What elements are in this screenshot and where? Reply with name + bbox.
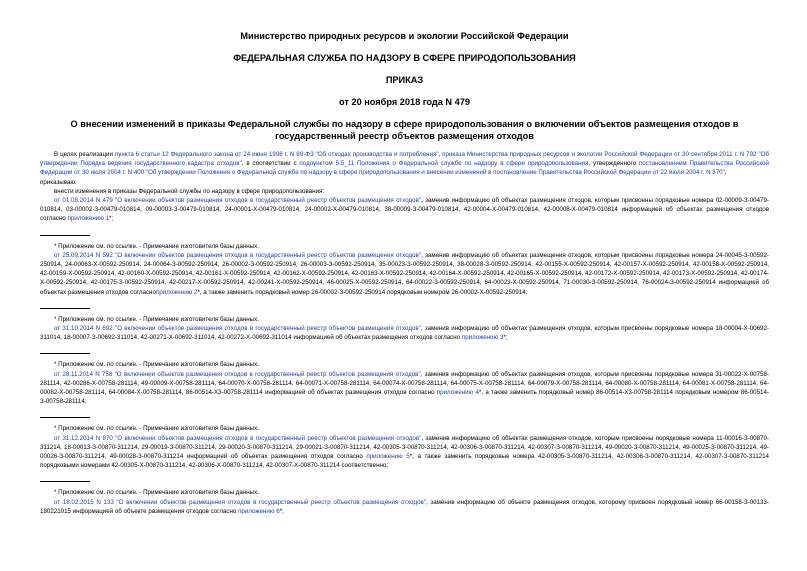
ministry-order-link[interactable]: приказа Министерства природных ресурсов и экологии Российской Федерации от 30 сентября 2011 г. N 792 "Об утверждении Порядка ведения государственного кадастра отходов" [40, 151, 769, 168]
preamble-text-4: , утвержденного [588, 160, 639, 168]
footnote-separator [40, 308, 90, 309]
item-text: , заменив информацию об объекте размещения отходов, которому присвоен порядковый номер 66-00158-З-00133-180221015 информацией об объекте размещения отходов согласно [40, 498, 769, 515]
appendix-link[interactable]: приложению 6 [238, 507, 280, 515]
doc-type-heading: ПРИКАЗ [385, 75, 424, 85]
document-body [40, 150, 769, 516]
document-title: О внесении изменений в приказы Федеральной службы по надзору в сфере природопользования о включении объектов размещения отходов в государственный реестр объектов размещения отходов [70, 119, 739, 141]
preamble-text-2: , [438, 151, 443, 158]
item-tail: *; [503, 334, 508, 342]
item-tail: *, а также заменить порядковый номер 86-00514-Х3-00758-281114 порядковым номером 86-00514-З-00758-281114; [40, 389, 770, 406]
order-link[interactable]: от 25.09.2014 N 592 "О включении объектов размещения отходов в государственный реестр объектов размещения отходов" [54, 251, 422, 259]
item-tail: *, а также заменить порядковые номера 42-00305-З-00870-311214, 42-00306-З-00870-311214, 42-00307-З-00870-311214 порядковыми номерами 42-00305-Х-00870-311214, 42-00306-Х-00870-311214, 42-00307-Х-00870-311214 соответственно; [40, 453, 769, 470]
amendment-item [40, 251, 769, 297]
footnote: * Приложение см. по ссылке. - Примечание изготовителя базы данных. [54, 361, 259, 369]
item-text: , заменив информацию об объектах размещения отходов, которым присвоены порядковые номера 02-00009-З-00479-010814, 03-00002-З-00479-010814, 09-00003-З-00479-010814, 24-00001-Х-00479-010814, 24-00002-Х-00479-010814, 38-00009-З-00479-010814, 42-00004-Х-00479-010814, 42-00008-Х-00479-010814 информацией об объектах размещения отходов согласно [40, 197, 769, 223]
footnote: * Приложение см. по ссылке. - Примечание изготовителя базы данных. [54, 489, 259, 497]
amendment-item [40, 324, 769, 342]
preamble-text-5: , [724, 169, 727, 177]
footnote: * Приложение см. по ссылке. - Примечание изготовителя базы данных. [54, 242, 259, 250]
amendment-item [40, 498, 769, 516]
appendix-link[interactable]: приложению 2 [155, 288, 198, 296]
appendix-link[interactable]: приложению 4 [436, 389, 479, 397]
date-number-heading: от 20 ноября 2018 года N 479 [339, 97, 470, 107]
law-link[interactable]: пункта 6 статьи 12 Федерального закона от 24 июня 1998 г. N 89-ФЗ "Об отходах производства и потребления" [114, 151, 439, 158]
order-link[interactable]: от 31.10.2014 N 692 "О включении объектов размещения отходов в государственный реестр объектов размещения отходов" [54, 325, 421, 333]
item-text: , заменив информацию об объектах размещения отходов, которым присвоены порядковые номера 24-00045-З-00592-250914, 24-00063-Х-00592-250914, 24-00064-З-00592-250914, 26-00002-З-00592-250914, 26-00003-З-00592-250914, 35-00023-З-00592-250914, 38-00028-З-00592-250914, 42-00155-Х-00592-250914, 42-00157-Х-00592-250914, 42-00158-Х-00592-250914, 42-00159-Х-00592-250914, 42-00160-Х-00592-250914, 42-00161-Х-00592-250914, 42-00162-Х-00592-250914, 42-00163-Х-00592-250914, 42-00164-Х-00592-250914, 42-00165-Х-00592-250914, 42-00172-Х-00592-250914, 42-00173-Х-00592-250914, 42-00174-Х-00592-250914, 42-00175-З-00592-250914, 42-00217-Х-00592-250914, 42-00241-Х-00592-250914, 46-00025-Х-00592-250914, 64-00022-З-00592-250914, 64-00023-Х-00592-250914, 71-00030-З-00592-250914, 76-00024-З-00592-250914 информацией об объектах размещения отходов согласно [40, 251, 769, 296]
order-link[interactable]: от 01.08.2014 N 479 "О включении объектов размещения отходов в государственный реестр объектов размещения отходов" [54, 197, 422, 205]
footnote-separator [40, 417, 90, 418]
appendix-link[interactable]: приложению 5 [366, 453, 410, 461]
footnote-separator [40, 481, 90, 482]
government-decree-link[interactable]: постановлением Правительства Российской Федерации от 30 июля 2004 г. N 400 "Об утверждении Положения о Федеральной службе по надзору в сфере природопользования и внесении изменений в постановление Правительства Российской Федерации от 22 июля 2004 г. N 370" [40, 160, 769, 177]
preamble-text-1: В целях реализации [54, 151, 115, 158]
footnote-separator [40, 235, 90, 236]
preamble-paragraph [40, 150, 769, 178]
ministry-heading: Министерство природных ресурсов и экологии Российской Федерации [240, 31, 569, 41]
footnote: * Приложение см. по ссылке. - Примечание изготовителя базы данных. [54, 425, 259, 433]
amendment-item [40, 434, 769, 471]
footnote-separator [40, 353, 90, 354]
order-link[interactable]: от 28.11.2014 N 758 "О включении объектов размещения отходов в государственный реестр объектов размещения отходов" [54, 370, 421, 378]
item-tail: *, а также заменить порядковый номер 26-00002-З-00592-250914 порядковым номером 26-00002-Х-00592-250914; [197, 288, 528, 296]
item-tail: *; [279, 507, 284, 515]
intro-paragraph: внести изменения в приказы Федеральной службы по надзору в сфере природопользования: [54, 187, 325, 195]
item-text: , заменив информацию об объектах размещения отходов, которым присвоены порядковые номера 18-00004-Х-00692-311014, 18-00007-З-00692-311014, 42-00271-Х-00692-311014, 42-00272-Х-00692-311014 информацией об объектах размещения отходов согласно [40, 325, 769, 342]
preamble-text-3: , в соответствии с [241, 160, 300, 168]
footnote: * Приложение см. по ссылке. - Примечание изготовителя базы данных. [54, 315, 259, 323]
service-heading: ФЕДЕРАЛЬНАЯ СЛУЖБА ПО НАДЗОРУ В СФЕРЕ ПРИРОДОПОЛЬЗОВАНИЯ [233, 53, 576, 63]
amendment-item [40, 370, 769, 407]
order-link[interactable]: от 18.02.2015 N 133 "О включении объектов размещения отходов в государственный реестр объектов размещения отходов" [54, 498, 427, 506]
appendix-link[interactable]: приложению 3 [461, 334, 504, 342]
item-tail: *; [109, 215, 114, 223]
appendix-link[interactable]: приложению 1 [67, 215, 110, 223]
order-link[interactable]: от 31.12.2014 N 870 "О включении объектов размещения отходов в государственный реестр объектов размещения отходов" [54, 434, 422, 442]
order-word: приказываю: [40, 178, 77, 186]
amendment-item [40, 196, 769, 224]
item-text: , заменив информацию об объектах размещения отходов, которым присвоены порядковые номера 11-00016-З-00870-311214, 18-00013-З-00870-311214, 29-00019-З-00870-311214, 29-00020-З-00870-311214, 29-00021-З-00870-311214, 42-00305-З-00870-311214, 42-00306-З-00870-311214, 42-00307-З-00870-311214, 49-00020-З-00870-311214, 49-00025-З-00870-311214, 49-00026-З-00870-311214, 49-00028-З-00870-311214 информацией об объектах размещения отходов согласно [40, 434, 769, 461]
subclause-link[interactable]: подпунктом 5.5_11 Положения о Федеральной службе по надзору в сфере природопользования [299, 160, 589, 168]
item-text: , заменив информацию об объектах размещения отходов, которым присвоены порядковые номера 31-00022-Х-00758-281114, 42-00286-Х-00758-281114, 49-00009-Х-00758-281114, 64-00070-Х-00758-281114, 64-00071-Х-00758-281114, 64-00074-Х-00758-281114, 64-00075-Х-00758-281114, 64-00079-Х-00758-281114, 64-00080-Х-00758-281114, 64-00081-Х-00758-281114, 64-00082-Х-00758-281114, 64-00084-Х-00758-281114, 86-00514-Х3-00758-281114 информацией об объектах размещения отходов согласно [40, 370, 769, 397]
